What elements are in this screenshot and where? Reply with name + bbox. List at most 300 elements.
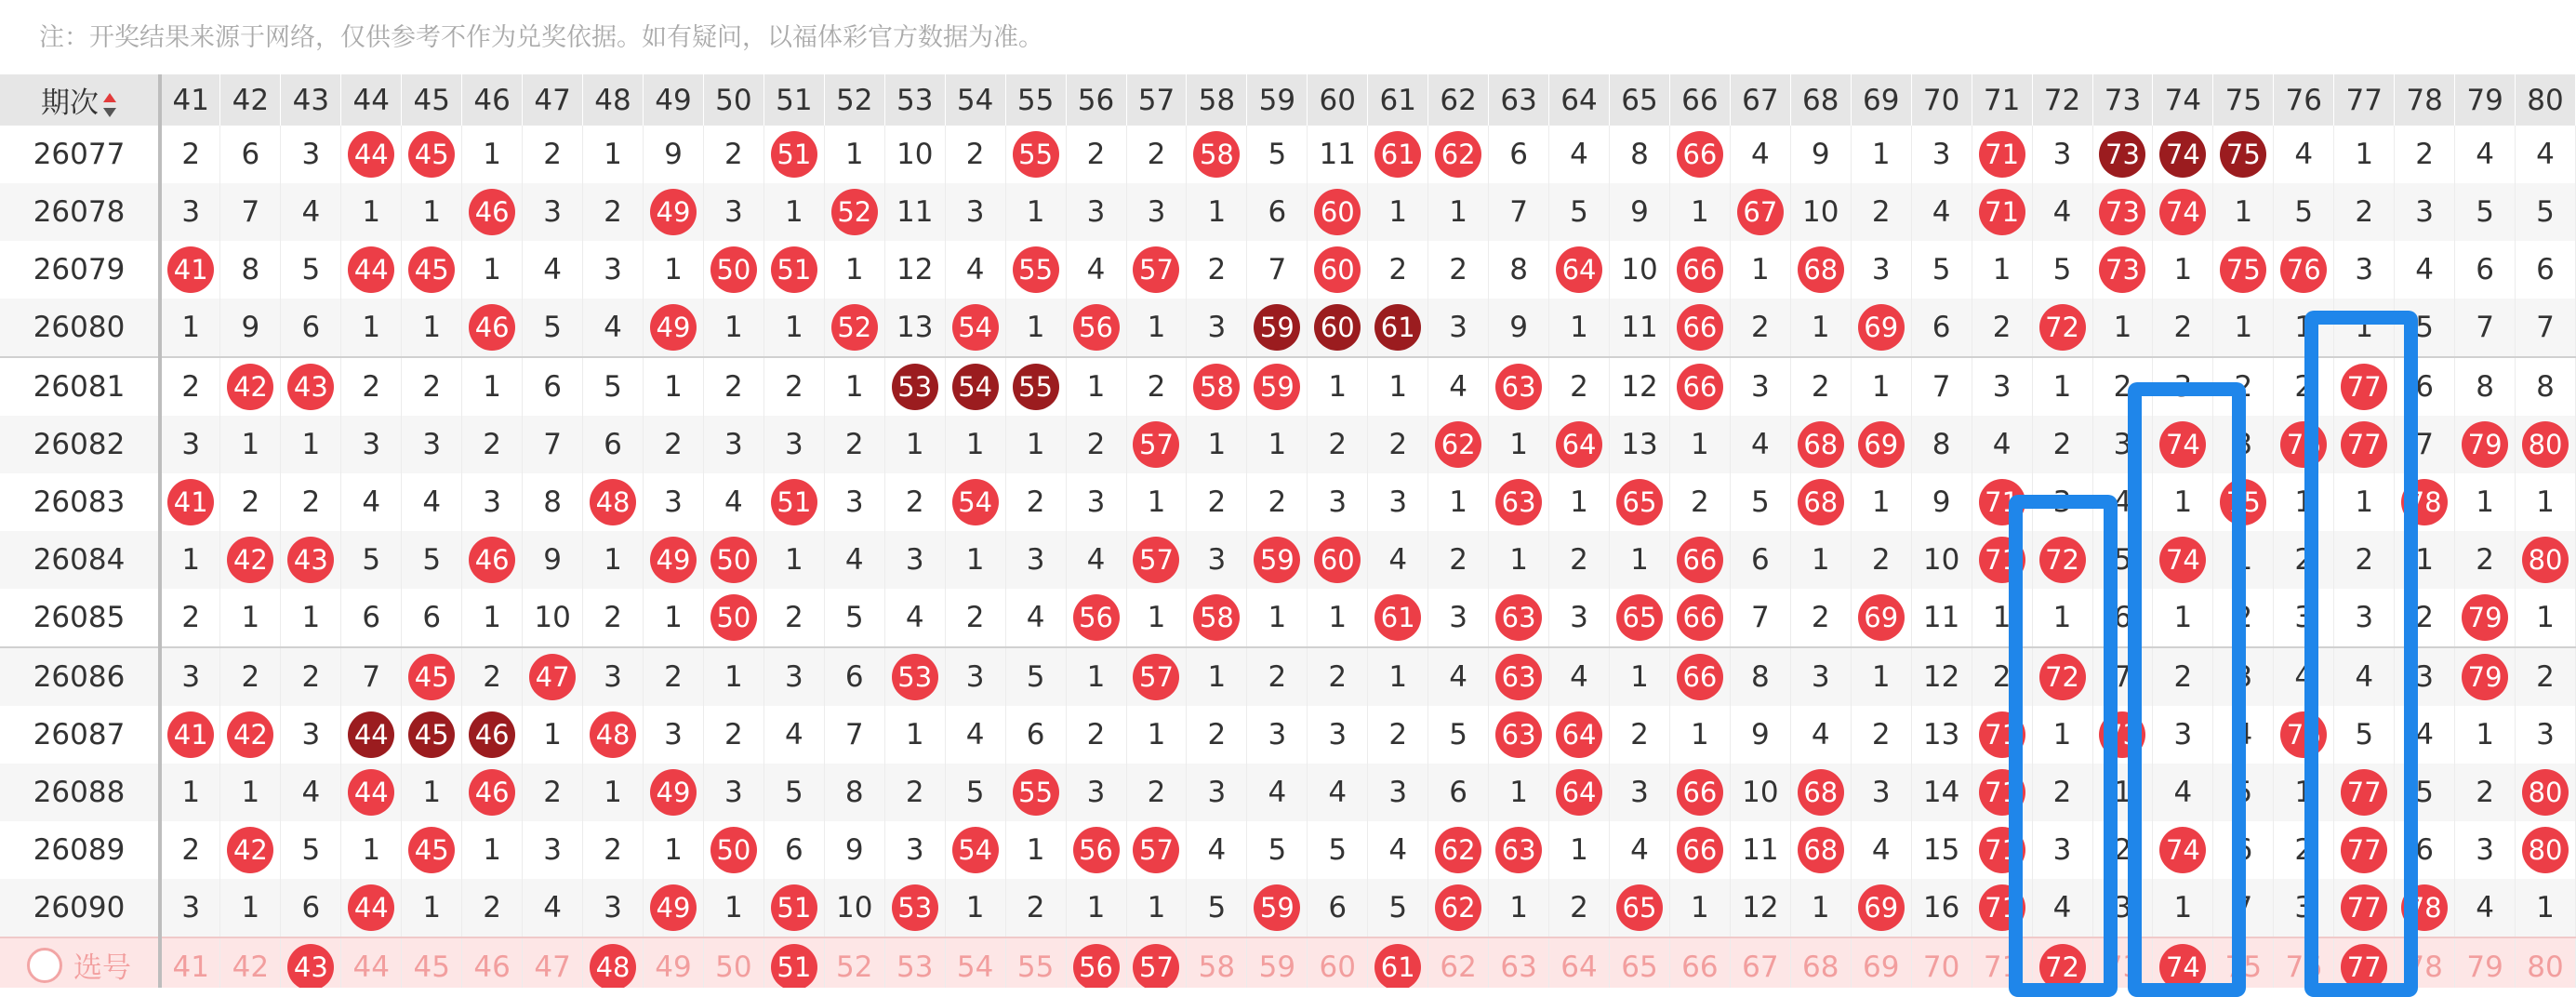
select-number[interactable]: 73	[2092, 937, 2153, 988]
omission-count: 1	[644, 589, 704, 647]
number-ball[interactable]: 56	[1073, 944, 1120, 988]
drawn-number-ball	[220, 706, 281, 764]
number-ball[interactable]: 74	[2159, 944, 2206, 988]
omission-count: 13	[884, 299, 945, 357]
omission-count: 1	[341, 183, 402, 241]
omission-count: 4	[2274, 126, 2334, 183]
radio-circle-icon[interactable]	[27, 948, 62, 983]
column-header-60: 60	[1308, 74, 1368, 126]
drawn-number-ball	[1368, 589, 1428, 647]
number-ball: 62	[1435, 421, 1481, 468]
omission-count: 3	[583, 241, 644, 299]
omission-count: 1	[220, 589, 281, 647]
drawn-number-ball	[764, 879, 824, 937]
number-ball: 60	[1314, 189, 1361, 235]
drawn-number-ball	[2274, 706, 2334, 764]
select-number-row	[0, 937, 2576, 988]
omission-count: 6	[402, 589, 462, 647]
drawn-number-ball	[402, 126, 462, 183]
omission-count: 3	[523, 183, 583, 241]
select-number[interactable]: 69	[1851, 937, 1911, 988]
column-header-42: 42	[220, 74, 281, 126]
column-header-55: 55	[1005, 74, 1066, 126]
select-number[interactable]: 42	[220, 937, 281, 988]
select-ball[interactable]	[1126, 937, 1187, 988]
consecutive-ball: 60	[1314, 304, 1361, 351]
number-ball: 44	[348, 131, 394, 178]
select-ball[interactable]	[1066, 937, 1126, 988]
column-header-46: 46	[462, 74, 523, 126]
omission-count: 2	[523, 126, 583, 183]
drawn-number-ball	[1066, 299, 1126, 357]
omission-count: 4	[2032, 183, 2092, 241]
omission-count: 2	[160, 126, 220, 183]
number-ball: 68	[1798, 479, 1844, 525]
omission-count: 6	[1730, 531, 1790, 589]
number-ball: 64	[1556, 421, 1602, 468]
number-ball: 71	[1979, 827, 2025, 873]
omission-count: 1	[220, 879, 281, 937]
omission-count: 5	[2032, 241, 2092, 299]
select-row-label[interactable]	[0, 937, 160, 988]
select-number[interactable]: 75	[2213, 937, 2274, 988]
omission-count: 2	[220, 473, 281, 531]
omission-count: 5	[1005, 647, 1066, 706]
issue-column-header[interactable]	[0, 74, 160, 126]
drawn-number-ball	[1851, 589, 1911, 647]
select-number[interactable]: 76	[2274, 937, 2334, 988]
drawn-number-ball	[945, 821, 1005, 879]
omission-count: 7	[220, 183, 281, 241]
omission-count: 2	[1126, 764, 1187, 821]
omission-count: 5	[2092, 531, 2153, 589]
column-header-62: 62	[1428, 74, 1489, 126]
omission-count: 11	[1730, 821, 1790, 879]
table-row	[0, 473, 2576, 531]
number-ball[interactable]: 77	[2341, 944, 2387, 988]
omission-count: 2	[402, 357, 462, 416]
omission-count: 5	[1247, 126, 1308, 183]
omission-count: 2	[2092, 821, 2153, 879]
omission-count: 3	[2032, 821, 2092, 879]
omission-count: 9	[1730, 706, 1790, 764]
column-header-71: 71	[1972, 74, 2032, 126]
select-number[interactable]: 71	[1972, 937, 2032, 988]
sort-arrows-icon[interactable]	[102, 91, 117, 119]
number-ball[interactable]: 61	[1374, 944, 1421, 988]
omission-count: 6	[281, 299, 341, 357]
omission-count: 11	[1911, 589, 1972, 647]
omission-count: 3	[884, 821, 945, 879]
number-ball: 76	[2280, 711, 2327, 758]
drawn-number-ball	[703, 531, 764, 589]
select-ball[interactable]	[583, 937, 644, 988]
omission-count: 4	[2455, 126, 2516, 183]
omission-count: 8	[824, 764, 884, 821]
number-ball: 53	[892, 884, 938, 931]
omission-count: 1	[1972, 241, 2032, 299]
omission-count: 4	[884, 589, 945, 647]
disclaimer-notice: 注：开奖结果来源于网络，仅供参考不作为兑奖依据。如有疑问，以福体彩官方数据为准。	[39, 23, 1043, 52]
omission-count: 1	[1368, 357, 1428, 416]
number-ball: 57	[1133, 654, 1179, 700]
omission-count: 6	[1428, 764, 1489, 821]
number-ball[interactable]: 72	[2039, 944, 2086, 988]
number-ball: 42	[227, 364, 273, 410]
omission-count: 7	[824, 706, 884, 764]
select-number[interactable]: 49	[644, 937, 704, 988]
number-ball: 74	[2159, 189, 2206, 235]
omission-count: 4	[2092, 473, 2153, 531]
omission-count: 7	[1730, 589, 1790, 647]
drawn-number-ball	[2274, 241, 2334, 299]
select-ball[interactable]	[2334, 937, 2395, 988]
omission-count: 2	[1730, 299, 1790, 357]
number-ball: 49	[650, 884, 697, 931]
number-ball: 77	[2341, 364, 2387, 410]
drawn-number-ball	[2516, 416, 2576, 473]
omission-count: 1	[462, 357, 523, 416]
omission-count: 2	[1368, 706, 1428, 764]
omission-count: 1	[703, 299, 764, 357]
select-number[interactable]: 59	[1247, 937, 1308, 988]
table-row	[0, 821, 2576, 879]
omission-count: 2	[583, 821, 644, 879]
number-ball: 43	[287, 537, 334, 583]
omission-count: 3	[2395, 183, 2455, 241]
omission-count: 4	[1911, 183, 1972, 241]
drawn-number-ball	[462, 706, 523, 764]
omission-count: 3	[160, 416, 220, 473]
select-number[interactable]: 46	[462, 937, 523, 988]
consecutive-ball: 55	[1013, 364, 1059, 410]
select-number[interactable]: 45	[402, 937, 462, 988]
number-ball: 78	[2401, 479, 2448, 525]
issue-number: 26078	[0, 183, 160, 241]
omission-count: 3	[2153, 706, 2213, 764]
omission-count: 1	[1428, 473, 1489, 531]
omission-count: 1	[2032, 589, 2092, 647]
number-ball: 55	[1013, 131, 1059, 178]
omission-count: 1	[462, 126, 523, 183]
omission-count: 7	[2092, 647, 2153, 706]
omission-count: 3	[644, 706, 704, 764]
select-number[interactable]: 44	[341, 937, 402, 988]
omission-count: 5	[1549, 183, 1610, 241]
number-ball: 69	[1858, 304, 1905, 351]
omission-count: 3	[764, 416, 824, 473]
select-number[interactable]: 55	[1005, 937, 1066, 988]
select-number[interactable]: 65	[1610, 937, 1670, 988]
drawn-number-ball	[824, 183, 884, 241]
select-toggle[interactable]	[27, 944, 131, 986]
omission-count: 2	[281, 473, 341, 531]
number-ball: 41	[167, 711, 214, 758]
select-number[interactable]: 62	[1428, 937, 1489, 988]
drawn-number-ball	[2455, 416, 2516, 473]
select-number[interactable]: 79	[2455, 937, 2516, 988]
omission-count: 1	[945, 416, 1005, 473]
select-number[interactable]: 41	[160, 937, 220, 988]
omission-count: 5	[2213, 764, 2274, 821]
omission-count: 1	[1851, 126, 1911, 183]
omission-count: 2	[160, 589, 220, 647]
select-label-text: 选号	[73, 951, 131, 986]
omission-count: 5	[402, 531, 462, 589]
omission-count: 4	[1610, 821, 1670, 879]
omission-count: 3	[1066, 473, 1126, 531]
column-header-80: 80	[2516, 74, 2576, 126]
select-ball[interactable]	[2032, 937, 2092, 988]
table-row	[0, 764, 2576, 821]
drawn-number-ball	[1972, 183, 2032, 241]
drawn-number-ball	[2153, 183, 2213, 241]
drawn-number-ball	[2092, 183, 2153, 241]
omission-count: 2	[2032, 416, 2092, 473]
issue-number: 26085	[0, 589, 160, 647]
number-ball[interactable]: 48	[590, 944, 636, 988]
select-ball[interactable]	[764, 937, 824, 988]
select-number[interactable]: 70	[1911, 937, 1972, 988]
select-ball[interactable]	[1368, 937, 1428, 988]
omission-count: 2	[1005, 473, 1066, 531]
drawn-number-ball	[1669, 531, 1730, 589]
select-number[interactable]: 58	[1187, 937, 1247, 988]
omission-count: 3	[1126, 183, 1187, 241]
number-ball: 63	[1495, 364, 1542, 410]
omission-count: 3	[523, 821, 583, 879]
select-number[interactable]: 78	[2395, 937, 2455, 988]
drawn-number-ball	[1489, 473, 1549, 531]
drawn-number-ball	[341, 879, 402, 937]
drawn-number-ball	[2334, 357, 2395, 416]
drawn-number-ball	[1247, 531, 1308, 589]
omission-count: 1	[1187, 647, 1247, 706]
omission-count: 4	[1790, 706, 1851, 764]
omission-count: 6	[1308, 879, 1368, 937]
omission-count: 5	[824, 589, 884, 647]
omission-count: 1	[462, 589, 523, 647]
number-ball: 63	[1495, 654, 1542, 700]
omission-count: 3	[703, 183, 764, 241]
number-ball: 41	[167, 246, 214, 293]
omission-count: 2	[2274, 531, 2334, 589]
omission-count: 2	[1308, 416, 1368, 473]
drawn-number-ball	[462, 299, 523, 357]
consecutive-ball: 53	[892, 364, 938, 410]
column-header-67: 67	[1730, 74, 1790, 126]
number-ball: 60	[1314, 537, 1361, 583]
drawn-number-ball	[1066, 589, 1126, 647]
drawn-number-ball	[1489, 821, 1549, 879]
select-number[interactable]: 64	[1549, 937, 1610, 988]
drawn-number-ball	[1428, 126, 1489, 183]
omission-count: 2	[1851, 706, 1911, 764]
drawn-number-ball	[462, 764, 523, 821]
omission-count: 1	[703, 647, 764, 706]
issue-number: 26080	[0, 299, 160, 357]
select-number[interactable]: 63	[1489, 937, 1549, 988]
number-ball: 55	[1013, 246, 1059, 293]
omission-count: 2	[1549, 531, 1610, 589]
number-ball: 51	[771, 246, 817, 293]
omission-count: 1	[1972, 589, 2032, 647]
omission-count: 3	[945, 647, 1005, 706]
omission-count: 1	[402, 183, 462, 241]
number-ball: 79	[2462, 654, 2508, 700]
column-header-65: 65	[1610, 74, 1670, 126]
omission-count: 3	[160, 183, 220, 241]
number-ball: 80	[2522, 537, 2569, 583]
omission-count: 5	[1247, 821, 1308, 879]
number-ball: 45	[408, 246, 455, 293]
table-row	[0, 589, 2576, 647]
select-number[interactable]: 53	[884, 937, 945, 988]
drawn-number-ball	[884, 357, 945, 416]
select-number[interactable]: 50	[703, 937, 764, 988]
omission-count: 4	[402, 473, 462, 531]
number-ball: 66	[1677, 304, 1723, 351]
drawn-number-ball	[644, 764, 704, 821]
drawn-number-ball	[703, 241, 764, 299]
column-header-75: 75	[2213, 74, 2274, 126]
drawn-number-ball	[2516, 531, 2576, 589]
omission-count: 3	[1790, 647, 1851, 706]
omission-count: 1	[824, 357, 884, 416]
omission-count: 3	[1247, 706, 1308, 764]
omission-count: 10	[523, 589, 583, 647]
drawn-number-ball	[341, 126, 402, 183]
omission-count: 1	[1126, 299, 1187, 357]
drawn-number-ball	[764, 473, 824, 531]
table-row	[0, 531, 2576, 589]
number-ball: 66	[1677, 769, 1723, 816]
omission-count: 5	[945, 764, 1005, 821]
omission-count: 1	[2334, 126, 2395, 183]
omission-count: 2	[1851, 531, 1911, 589]
omission-count: 1	[160, 764, 220, 821]
omission-count: 1	[1489, 764, 1549, 821]
omission-count: 12	[1911, 647, 1972, 706]
table-row	[0, 357, 2576, 416]
issue-number: 26082	[0, 416, 160, 473]
select-number[interactable]: 68	[1790, 937, 1851, 988]
table-row	[0, 241, 2576, 299]
number-ball: 45	[408, 654, 455, 700]
omission-count: 5	[1308, 821, 1368, 879]
select-number[interactable]: 80	[2516, 937, 2576, 988]
omission-count: 1	[1669, 706, 1730, 764]
column-header-59: 59	[1247, 74, 1308, 126]
number-ball[interactable]: 43	[287, 944, 334, 988]
omission-count: 4	[523, 879, 583, 937]
number-ball[interactable]: 57	[1133, 944, 1179, 988]
select-number[interactable]: 60	[1308, 937, 1368, 988]
column-header-41: 41	[160, 74, 220, 126]
number-ball: 48	[590, 711, 636, 758]
number-ball: 65	[1616, 594, 1663, 641]
issue-number: 26079	[0, 241, 160, 299]
select-number[interactable]: 47	[523, 937, 583, 988]
omission-count: 3	[160, 879, 220, 937]
drawn-number-ball	[1669, 647, 1730, 706]
number-ball: 57	[1133, 246, 1179, 293]
select-number[interactable]: 52	[824, 937, 884, 988]
omission-count: 3	[583, 879, 644, 937]
drawn-number-ball	[1549, 764, 1610, 821]
omission-count: 12	[1730, 879, 1790, 937]
drawn-number-ball	[2395, 473, 2455, 531]
omission-count: 4	[341, 473, 402, 531]
omission-count: 1	[220, 764, 281, 821]
table-row	[0, 126, 2576, 183]
column-header-49: 49	[644, 74, 704, 126]
number-ball: 47	[529, 654, 576, 700]
drawn-number-ball	[1669, 764, 1730, 821]
drawn-number-ball	[1489, 706, 1549, 764]
column-header-45: 45	[402, 74, 462, 126]
omission-count: 3	[1187, 531, 1247, 589]
omission-count: 1	[1368, 647, 1428, 706]
omission-count: 1	[884, 706, 945, 764]
number-ball: 80	[2522, 769, 2569, 816]
select-number[interactable]: 54	[945, 937, 1005, 988]
drawn-number-ball	[1428, 879, 1489, 937]
number-ball: 49	[650, 537, 697, 583]
select-ball[interactable]	[2153, 937, 2213, 988]
drawn-number-ball	[1066, 821, 1126, 879]
omission-count: 8	[2516, 357, 2576, 416]
omission-count: 3	[1972, 357, 2032, 416]
select-number[interactable]: 66	[1669, 937, 1730, 988]
omission-count: 1	[1669, 879, 1730, 937]
omission-count: 3	[703, 764, 764, 821]
number-ball: 51	[771, 884, 817, 931]
omission-count: 2	[281, 647, 341, 706]
omission-count: 1	[1489, 416, 1549, 473]
drawn-number-ball	[764, 241, 824, 299]
issue-number: 26083	[0, 473, 160, 531]
omission-count: 1	[2455, 473, 2516, 531]
omission-count: 1	[583, 531, 644, 589]
number-ball: 74	[2159, 827, 2206, 873]
number-ball[interactable]: 51	[771, 944, 817, 988]
omission-count: 2	[1972, 299, 2032, 357]
drawn-number-ball	[341, 241, 402, 299]
omission-count: 6	[1489, 126, 1549, 183]
omission-count: 4	[1972, 416, 2032, 473]
number-ball: 63	[1495, 827, 1542, 873]
number-ball: 60	[1314, 246, 1361, 293]
table-row	[0, 879, 2576, 937]
omission-count: 1	[1187, 416, 1247, 473]
select-number[interactable]: 67	[1730, 937, 1790, 988]
omission-count: 8	[523, 473, 583, 531]
omission-count: 6	[2213, 821, 2274, 879]
select-ball[interactable]	[281, 937, 341, 988]
omission-count: 1	[1005, 416, 1066, 473]
omission-count: 2	[160, 821, 220, 879]
number-ball: 79	[2462, 594, 2508, 641]
table-row	[0, 299, 2576, 357]
omission-count: 9	[1610, 183, 1670, 241]
omission-count: 3	[281, 706, 341, 764]
omission-count: 4	[1730, 126, 1790, 183]
omission-count: 2	[2516, 647, 2576, 706]
omission-count: 3	[764, 647, 824, 706]
drawn-number-ball	[402, 821, 462, 879]
drawn-number-ball	[2334, 764, 2395, 821]
